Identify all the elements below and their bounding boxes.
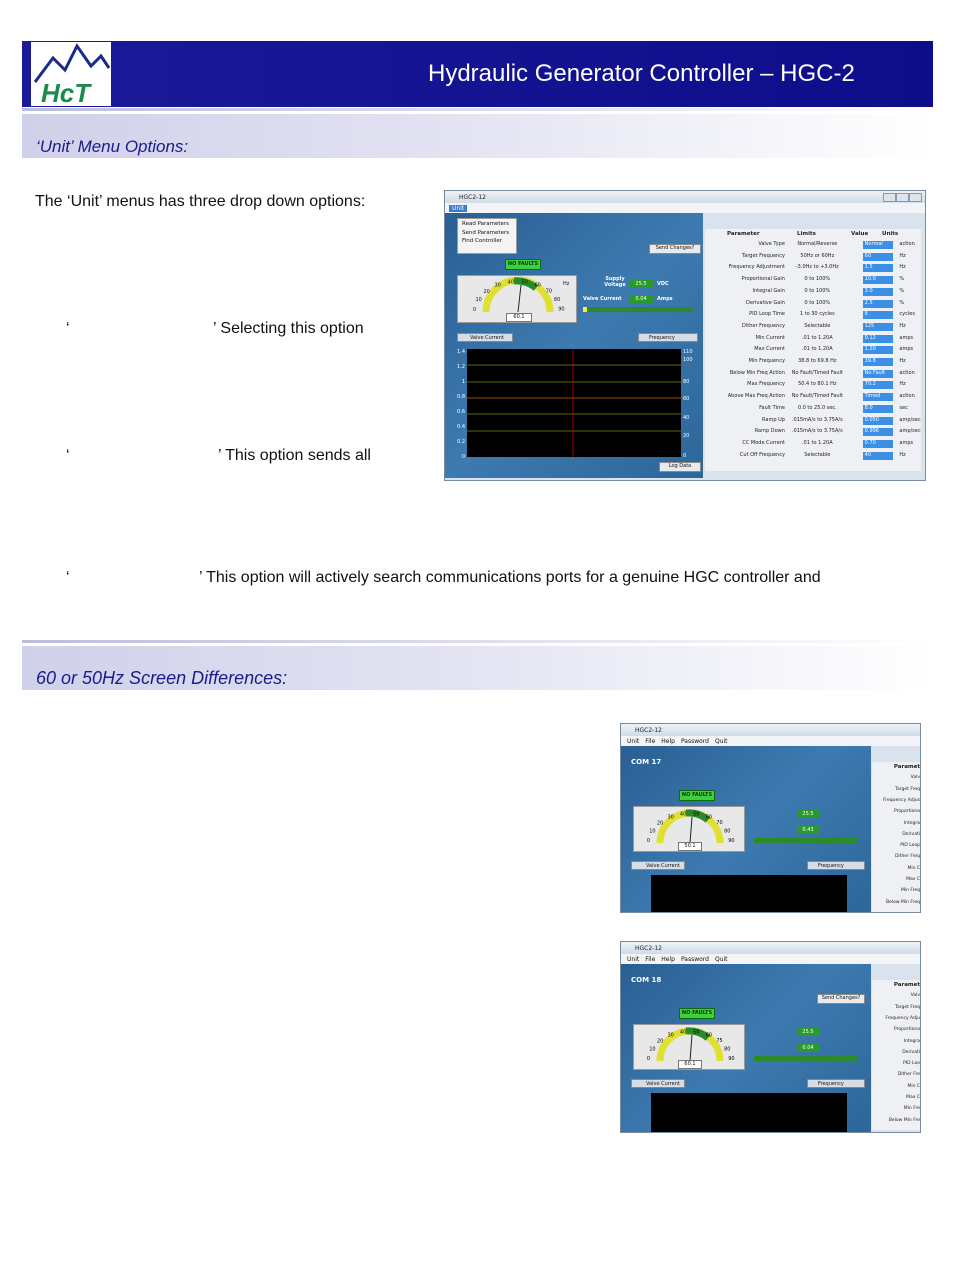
left-axis-tick: 0.4 bbox=[457, 424, 465, 430]
intro-text: The ‘Unit’ menus has three drop down options: bbox=[35, 193, 366, 210]
table-row bbox=[705, 264, 921, 276]
gauge-tick-label: 0 bbox=[646, 838, 651, 845]
param-name: Target Frequency bbox=[742, 252, 785, 259]
param-name: Min C bbox=[907, 865, 920, 871]
menu-item[interactable]: Unit bbox=[627, 738, 640, 745]
table-row bbox=[705, 335, 921, 347]
param-name: Proportiona bbox=[894, 1027, 920, 1033]
col-limits: Limits bbox=[797, 231, 816, 237]
param-value-input[interactable]: 70.2 bbox=[863, 381, 893, 389]
param-value-input[interactable]: 1.20 bbox=[863, 346, 893, 354]
param-name: Proportional Gain bbox=[741, 276, 785, 283]
param-name: Proportiona bbox=[894, 809, 920, 815]
param-name: Ramp Up bbox=[762, 416, 785, 423]
frequency-gauge bbox=[633, 1024, 745, 1070]
menu-bar bbox=[445, 203, 925, 213]
send-changes-button[interactable]: Send Changes? bbox=[649, 244, 701, 254]
section-divider-2 bbox=[22, 640, 933, 643]
param-name: Derivative Gain bbox=[746, 299, 785, 306]
right-axis-dropdown[interactable]: Frequency bbox=[638, 333, 698, 342]
gauge-tick-label: 80 bbox=[724, 828, 731, 835]
trend-chart-plot bbox=[467, 349, 681, 457]
param-limits: 0 to 100% bbox=[804, 299, 831, 306]
param-limits: No Fault/Timed Fault bbox=[791, 393, 843, 400]
gauge-readout: 50.1 bbox=[678, 842, 702, 851]
param-name: Dither Fre bbox=[897, 1072, 920, 1078]
param-unit: Hz bbox=[899, 451, 906, 458]
parameter-table bbox=[872, 980, 921, 1130]
left-axis-tick: 1 bbox=[461, 379, 465, 385]
param-value-input[interactable]: No Fault bbox=[863, 370, 893, 378]
valve-current-bar bbox=[754, 838, 858, 843]
table-row bbox=[705, 370, 921, 382]
gauge-tick-label: 40 bbox=[679, 811, 687, 818]
param-name: Paramet bbox=[893, 764, 920, 770]
table-row bbox=[705, 393, 921, 405]
table-row bbox=[705, 452, 921, 464]
log-data-button[interactable]: Log Data bbox=[659, 462, 701, 472]
param-unit: Hz bbox=[899, 252, 906, 259]
frequency-gauge bbox=[457, 275, 577, 323]
gauge-tick-label: 60 bbox=[534, 282, 541, 289]
gauge-tick-label: 10 bbox=[649, 1046, 656, 1053]
section2-title-text: or 50Hz Screen Differences: bbox=[56, 668, 288, 688]
table-row bbox=[705, 440, 921, 452]
menu-item[interactable]: Help bbox=[661, 956, 675, 963]
right-axis-tick: 20 bbox=[683, 433, 690, 439]
left-axis-tick: 1.2 bbox=[457, 364, 465, 370]
param-name: Max Frequency bbox=[747, 381, 785, 388]
send-changes-button[interactable]: Send Changes? bbox=[817, 994, 865, 1004]
param-limits: 50.4 to 80.1 Hz bbox=[798, 381, 837, 388]
param-value-input[interactable]: 0.70 bbox=[863, 440, 893, 448]
table-row bbox=[705, 253, 921, 265]
window-titlebar bbox=[445, 191, 925, 203]
param-unit: amp/sec bbox=[899, 416, 921, 423]
left-axis-tick: 0 bbox=[461, 454, 465, 460]
supply-voltage-value: 25.5 bbox=[629, 280, 653, 288]
table-row bbox=[705, 323, 921, 335]
col-parameter: Parameter bbox=[727, 231, 760, 237]
supply-voltage-value: 25.5 bbox=[797, 1028, 819, 1036]
param-value-input[interactable]: 0.050 bbox=[863, 417, 893, 425]
section2-title-number: 60 bbox=[36, 668, 57, 688]
param-value-input[interactable]: 3.0 bbox=[863, 288, 893, 296]
param-limits: 50Hz or 60Hz bbox=[800, 252, 835, 259]
section-title-screen-differences bbox=[36, 668, 287, 689]
param-unit: action bbox=[899, 369, 915, 376]
table-row bbox=[705, 276, 921, 288]
param-unit: action bbox=[899, 241, 915, 247]
valve-current-value: 0.04 bbox=[797, 1044, 819, 1052]
param-name: Paramet bbox=[893, 982, 920, 988]
gauge-tick-label: 0 bbox=[472, 307, 477, 314]
right-axis-tick: 80 bbox=[683, 379, 690, 385]
menu-item-read-parameters[interactable]: Read Parameters bbox=[462, 221, 510, 227]
left-axis-dropdown[interactable]: Valve Current bbox=[631, 861, 685, 870]
gauge-tick-label: 50 bbox=[693, 1029, 700, 1036]
param-unit: amps bbox=[899, 439, 914, 446]
col-value: Value bbox=[851, 231, 869, 237]
window-titlebar bbox=[621, 724, 920, 736]
status-badge: NO FAULTS bbox=[679, 790, 715, 801]
right-axis-tick: 0 bbox=[683, 453, 687, 459]
param-name: PID Loop Time bbox=[749, 311, 785, 318]
unit-dropdown-menu bbox=[457, 218, 517, 254]
screenshot-60hz bbox=[620, 723, 921, 913]
param-name: PID Loop bbox=[900, 843, 920, 849]
menu-item[interactable]: File bbox=[645, 738, 656, 745]
param-name: Min C bbox=[907, 1083, 920, 1089]
param-limits: 1 to 30 cycles bbox=[799, 311, 835, 318]
param-name: Valv bbox=[910, 775, 920, 781]
trend-chart bbox=[651, 875, 847, 913]
right-axis-dropdown[interactable]: Frequency bbox=[807, 861, 865, 870]
menu-bar bbox=[621, 954, 920, 964]
gauge-tick-label: 80 bbox=[724, 1046, 731, 1053]
param-name: Ramp Down bbox=[754, 428, 785, 435]
valve-current-label: Valve Current bbox=[583, 296, 622, 302]
param-limits: .01 to 1.20A bbox=[801, 439, 833, 446]
window-title: HGC2-12 bbox=[459, 194, 486, 201]
table-row bbox=[705, 241, 921, 253]
menu-item[interactable]: Help bbox=[661, 738, 675, 745]
param-name: Derivati bbox=[902, 1049, 920, 1055]
param-value-input[interactable]: 40 bbox=[863, 452, 893, 460]
param-limits: .01 to 1.20A bbox=[801, 346, 833, 353]
com-port-label: COM 17 bbox=[631, 758, 662, 766]
param-unit: % bbox=[899, 299, 905, 306]
menu-item[interactable]: Password bbox=[680, 738, 709, 745]
param-name: Integral Gain bbox=[752, 287, 785, 294]
left-axis-tick: 0.2 bbox=[457, 439, 465, 445]
gauge-unit-label: Hz bbox=[563, 281, 570, 287]
param-name: Valve Type bbox=[758, 241, 785, 247]
param-value-input[interactable]: 0.996 bbox=[863, 428, 893, 436]
right-axis-tick: 60 bbox=[683, 396, 690, 402]
valve-current-unit: Amps bbox=[657, 296, 673, 302]
gauge-tick-label: 30 bbox=[667, 814, 674, 821]
param-name: Above Max Freq Action bbox=[727, 393, 785, 400]
trend-chart bbox=[651, 1093, 847, 1133]
param-unit: Hz bbox=[899, 264, 906, 271]
menu-item-send-parameters[interactable]: Send Parameters bbox=[462, 230, 510, 236]
param-limits: 38.8 to 69.8 Hz bbox=[798, 358, 837, 364]
menu-item-find-controller[interactable]: Find Controller bbox=[462, 238, 503, 244]
param-name: Below Min Freq bbox=[885, 899, 920, 905]
param-name: Max C bbox=[906, 1095, 920, 1100]
mountain-logo-icon bbox=[31, 42, 111, 106]
gauge-tick-label: 10 bbox=[475, 297, 482, 304]
param-unit: amp/sec bbox=[899, 428, 921, 435]
window-controls[interactable] bbox=[883, 193, 921, 201]
param-unit: Hz bbox=[899, 322, 906, 329]
minimize-icon[interactable] bbox=[883, 193, 896, 202]
gauge-tick-label: 80 bbox=[553, 296, 561, 303]
gauge-tick-label: 40 bbox=[507, 279, 514, 286]
param-name: Min Fre bbox=[903, 1106, 920, 1112]
menu-bar bbox=[621, 736, 920, 746]
param-name: Min Freq bbox=[900, 888, 920, 894]
param-unit: Hz bbox=[899, 381, 906, 388]
left-axis-dropdown[interactable]: Valve Current bbox=[631, 1079, 685, 1088]
param-value-input[interactable]: 0.12 bbox=[863, 335, 893, 343]
option2-text: ’ This option sends all bbox=[218, 447, 371, 464]
company-logo bbox=[31, 42, 111, 106]
param-value-input[interactable]: Normal bbox=[863, 241, 893, 249]
window-title: HGC2-12 bbox=[635, 945, 662, 952]
gauge-readout: 60.1 bbox=[678, 1060, 702, 1069]
parameter-table bbox=[705, 229, 921, 471]
param-unit: % bbox=[899, 287, 905, 294]
gauge-readout: 60.1 bbox=[506, 313, 532, 322]
param-name: Frequency Adjus bbox=[883, 797, 920, 803]
param-unit: amps bbox=[899, 334, 914, 341]
close-icon[interactable] bbox=[909, 193, 922, 202]
screenshot-50hz bbox=[620, 941, 921, 1133]
param-name: PID Loo bbox=[903, 1061, 920, 1067]
gauge-tick-label: 75 bbox=[716, 1038, 723, 1045]
param-name: Frequency Adju bbox=[885, 1015, 920, 1021]
option3-text: ’ This option will actively search communications ports for a genuine HGC controller and bbox=[199, 569, 821, 586]
right-axis-tick: 110 bbox=[683, 349, 693, 355]
param-unit: % bbox=[899, 276, 905, 283]
param-value-input[interactable]: 8.0 bbox=[863, 405, 893, 413]
supply-voltage-value: 25.5 bbox=[797, 810, 819, 818]
col-units: Units bbox=[882, 231, 899, 237]
right-axis-dropdown[interactable]: Frequency bbox=[807, 1079, 865, 1088]
page-title: Hydraulic Generator Controller – HGC-2 bbox=[428, 60, 855, 87]
com-port-label: COM 18 bbox=[631, 976, 662, 984]
valve-current-value: 0.43 bbox=[797, 826, 819, 834]
valve-current-value: 0.04 bbox=[629, 295, 653, 303]
param-limits: No Fault/Timed Fault bbox=[791, 369, 843, 376]
gauge-tick-label: 70 bbox=[716, 820, 723, 827]
table-header bbox=[705, 231, 921, 240]
option3-open-quote: ‘ bbox=[66, 569, 70, 586]
param-unit: Hz bbox=[899, 358, 906, 364]
gauge-tick-label: 60 bbox=[705, 814, 712, 821]
param-unit: sec bbox=[899, 404, 908, 411]
frequency-gauge bbox=[633, 806, 745, 852]
menu-unit[interactable]: Unit bbox=[449, 205, 467, 212]
param-value-input[interactable]: 125 bbox=[863, 323, 893, 331]
param-limits: -3.0Hz to +3.0Hz bbox=[795, 264, 839, 271]
left-axis-tick: 1.4 bbox=[457, 349, 465, 355]
table-row bbox=[705, 417, 921, 429]
right-axis-tick: 100 bbox=[683, 357, 693, 363]
param-value-input[interactable]: 39.8 bbox=[863, 358, 893, 366]
param-limits: Selectable bbox=[804, 451, 831, 458]
gauge-tick-label: 10 bbox=[649, 828, 656, 835]
gauge-tick-label: 30 bbox=[667, 1032, 674, 1039]
menu-item[interactable]: Unit bbox=[627, 956, 640, 963]
param-limits: .015mA/s to 3.75A/s bbox=[791, 428, 843, 435]
maximize-icon[interactable] bbox=[896, 193, 909, 202]
param-limits: 0 to 100% bbox=[804, 287, 831, 294]
table-row bbox=[705, 346, 921, 358]
param-limits: .01 to 1.20A bbox=[801, 334, 833, 341]
menu-item[interactable]: Password bbox=[680, 956, 709, 963]
param-value-input[interactable]: 8 bbox=[863, 311, 893, 319]
parameter-table bbox=[872, 762, 921, 912]
option1-open-quote: ‘ bbox=[66, 320, 70, 337]
param-limits: 0 to 100% bbox=[804, 276, 831, 283]
gauge-tick-label: 90 bbox=[728, 1055, 735, 1062]
gauge-tick-label: 90 bbox=[558, 306, 565, 313]
left-axis-tick: 0.8 bbox=[457, 394, 465, 400]
table-row bbox=[705, 381, 921, 393]
param-name: Cut Off Frequency bbox=[739, 451, 785, 458]
table-row bbox=[705, 405, 921, 417]
param-limits: Normal/Reverse bbox=[797, 241, 838, 247]
supply-voltage-unit: VDC bbox=[657, 281, 669, 287]
option2-open-quote: ‘ bbox=[66, 447, 70, 464]
gauge-tick-label: 20 bbox=[483, 288, 490, 295]
param-value-input[interactable]: 2.5 bbox=[863, 300, 893, 308]
table-row bbox=[705, 358, 921, 370]
param-name: CC Mode Current bbox=[742, 439, 785, 446]
gauge-tick-label: 60 bbox=[705, 1032, 712, 1039]
param-name: Max C bbox=[906, 877, 920, 882]
param-value-input[interactable]: Timed bbox=[863, 393, 893, 401]
param-name: Min Current bbox=[755, 334, 785, 341]
gauge-tick-label: 20 bbox=[656, 1038, 664, 1045]
menu-item[interactable]: File bbox=[645, 956, 656, 963]
valve-current-bar-fill bbox=[583, 307, 587, 312]
param-unit: action bbox=[899, 393, 915, 400]
window-title: HGC2-12 bbox=[635, 727, 662, 734]
logo-text: HcT bbox=[41, 78, 91, 106]
menu-item[interactable]: Quit bbox=[714, 956, 728, 963]
gauge-tick-label: 40 bbox=[679, 1029, 687, 1036]
param-limits: .015mA/s to 3.75A/s bbox=[791, 416, 843, 423]
param-name: Below Min Freq Action bbox=[729, 369, 785, 376]
param-unit: cycles bbox=[899, 311, 915, 318]
section-divider bbox=[22, 108, 933, 111]
window-titlebar bbox=[621, 942, 920, 954]
param-name: Target Freq bbox=[895, 1004, 920, 1010]
gauge-tick-label: 70 bbox=[545, 288, 553, 295]
table-row bbox=[705, 311, 921, 323]
param-name: Dither Frequency bbox=[742, 322, 785, 329]
screenshot-unit-menu bbox=[444, 190, 926, 481]
left-axis-dropdown[interactable]: Valve Current bbox=[457, 333, 513, 342]
gauge-tick-label: 90 bbox=[728, 837, 735, 844]
gauge-tick-label: 20 bbox=[656, 820, 664, 827]
table-row bbox=[705, 428, 921, 440]
param-limits: 0.0 to 25.0 sec. bbox=[797, 404, 837, 411]
param-name: Frequency Adjustment bbox=[728, 264, 785, 271]
param-limits: Selectable bbox=[804, 322, 831, 329]
status-badge: NO FAULTS bbox=[679, 1008, 715, 1019]
param-name: Target Freq bbox=[895, 786, 920, 792]
section-title-unit-menu: ‘Unit’ Menu Options: bbox=[36, 137, 189, 156]
param-value-input[interactable]: 1.5 bbox=[863, 264, 893, 272]
right-axis-tick: 40 bbox=[683, 415, 690, 421]
option1-text: ’ Selecting this option bbox=[213, 320, 364, 337]
param-value-input[interactable]: 60 bbox=[863, 253, 893, 261]
param-name: Fault Time bbox=[759, 404, 785, 411]
supply-voltage-label: Supply Voltage bbox=[604, 276, 626, 288]
param-name: Valv bbox=[910, 993, 920, 999]
menu-item[interactable]: Quit bbox=[714, 738, 728, 745]
trend-chart bbox=[467, 349, 681, 457]
table-row bbox=[705, 288, 921, 300]
gauge-tick-label: 30 bbox=[494, 282, 501, 289]
param-name: Min Frequency bbox=[748, 358, 785, 364]
param-name: Below Min Fre bbox=[888, 1117, 920, 1123]
valve-current-bar bbox=[754, 1056, 858, 1061]
param-unit: amps bbox=[899, 346, 914, 353]
left-axis-tick: 0.6 bbox=[457, 409, 465, 415]
gauge-tick-label: 0 bbox=[646, 1056, 651, 1063]
param-name: Integra bbox=[903, 1038, 920, 1044]
param-name: Max Current bbox=[754, 346, 785, 353]
gauge-tick-label: 50 bbox=[693, 811, 700, 818]
param-value-input[interactable]: 10.0 bbox=[863, 276, 893, 284]
param-name: Integra bbox=[903, 820, 920, 826]
gauge-tick-label: 50 bbox=[521, 279, 528, 286]
valve-current-bar bbox=[583, 307, 693, 312]
param-name: Dither Freq bbox=[894, 854, 920, 860]
param-name: Derivati bbox=[902, 831, 920, 837]
table-row bbox=[705, 300, 921, 312]
status-badge: NO FAULTS bbox=[505, 259, 541, 270]
